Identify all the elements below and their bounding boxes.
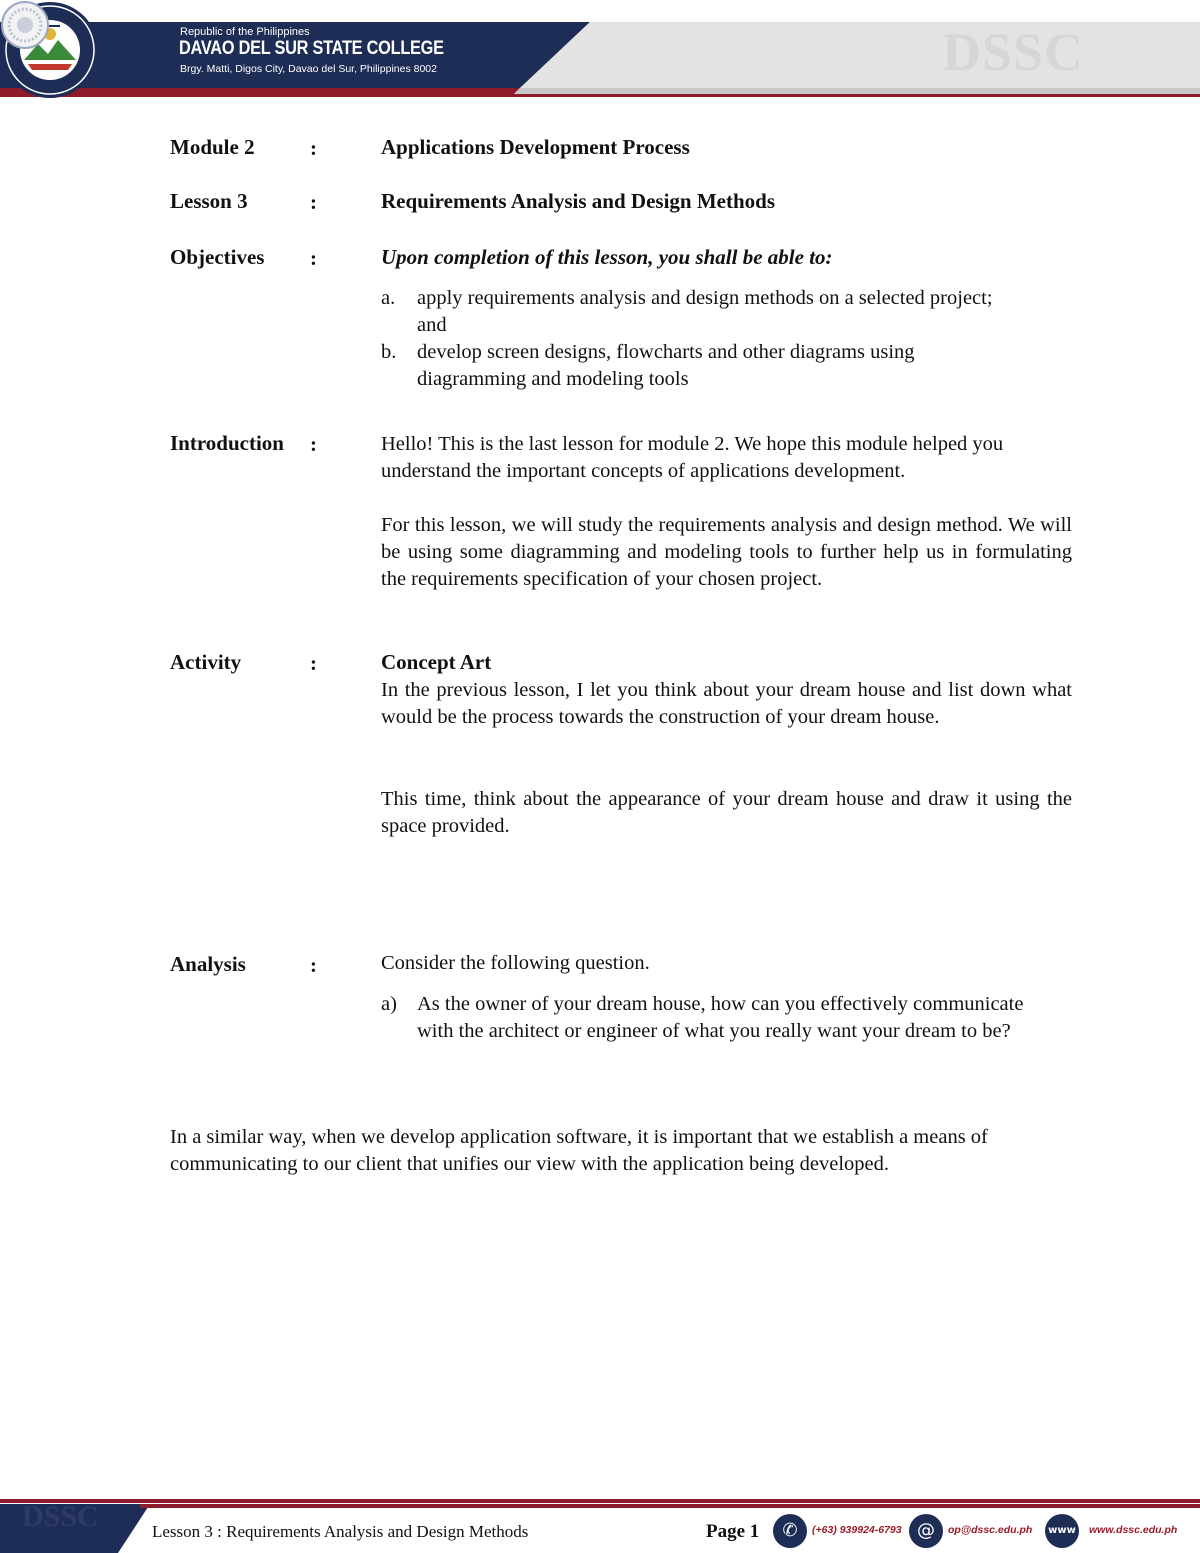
analysis-colon: : <box>310 953 317 977</box>
lesson-label: Lesson 3 <box>170 189 248 213</box>
lesson-title: Requirements Analysis and Design Methods <box>381 189 775 213</box>
lesson-colon: : <box>310 190 317 214</box>
introduction-paragraph-2: For this lesson, we will study the requirements analysis and design method. We will be using some diagramming and modeling tools to further help us in formulating the requirements specification of your chosen project. <box>381 514 1072 590</box>
module-label: Module 2 <box>170 135 255 159</box>
objective-marker: a. <box>381 287 396 309</box>
analysis-question: As the owner of your dream house, how can you effectively communicate with the architect or engineer of what you really want your dream to be? <box>417 993 1024 1042</box>
objective-text: develop screen designs, flowcharts and other diagrams using diagramming and modeling tools <box>417 341 915 390</box>
analysis-marker: a) <box>381 993 397 1015</box>
objective-marker: b. <box>381 341 397 363</box>
analysis-intro: Consider the following question. <box>381 952 650 974</box>
activity-label: Activity <box>170 650 242 674</box>
module-colon: : <box>310 136 317 160</box>
objectives-intro: Upon completion of this lesson, you shall be able to: <box>381 245 833 269</box>
seal-icon <box>0 0 50 50</box>
contact-email[interactable]: op@dssc.edu.ph <box>948 1524 1033 1536</box>
header-brand: DSSC <box>942 22 1085 82</box>
activity-paragraph-2: This time, think about the appearance of your dream house and draw it using the space provided. <box>381 788 1072 837</box>
module-title: Applications Development Process <box>381 135 690 159</box>
activity-paragraph-1: In the previous lesson, I let you think about your dream house and list down what would be the process towards the construction of your dream house. <box>381 679 1072 728</box>
analysis-label: Analysis <box>170 952 246 976</box>
phone-icon: ✆ <box>773 1514 807 1548</box>
closing-paragraph: In a similar way, when we develop application software, it is important that we establish a means of communicating to our client that unifies our view with the application being developed. <box>170 1126 988 1175</box>
objective-item <box>381 339 1061 393</box>
page-header <box>0 0 1200 100</box>
contact-phone: (+63) 939924-6793 <box>812 1524 902 1536</box>
objective-text: apply requirements analysis and design methods on a selected project; and <box>417 287 993 336</box>
objectives-colon: : <box>310 246 317 270</box>
introduction-label: Introduction <box>170 431 284 455</box>
analysis-item <box>381 991 1061 1045</box>
republic-text: Republic of the Philippines <box>180 26 310 38</box>
www-icon: www <box>1045 1514 1079 1548</box>
activity-title: Concept Art <box>381 650 492 674</box>
objective-item <box>381 285 1061 339</box>
activity-colon: : <box>310 651 317 675</box>
college-name: DAVAO DEL SUR STATE COLLEGE <box>179 38 444 59</box>
contact-website[interactable]: www.dssc.edu.ph <box>1089 1524 1178 1536</box>
footer-lesson: Lesson 3 : Requirements Analysis and Design Methods <box>152 1522 529 1541</box>
introduction-paragraph-1: Hello! This is the last lesson for module 2. We hope this module helped you understand the important concepts of applications development. <box>381 433 1004 482</box>
page-number: Page 1 <box>706 1521 760 1542</box>
footer-brand: DSSC <box>22 1500 99 1533</box>
at-icon: @ <box>909 1514 943 1548</box>
college-address: Brgy. Matti, Digos City, Davao del Sur, Philippines 8002 <box>180 63 437 75</box>
objectives-label: Objectives <box>170 245 265 269</box>
page-footer <box>0 1490 1200 1553</box>
introduction-colon: : <box>310 432 317 456</box>
